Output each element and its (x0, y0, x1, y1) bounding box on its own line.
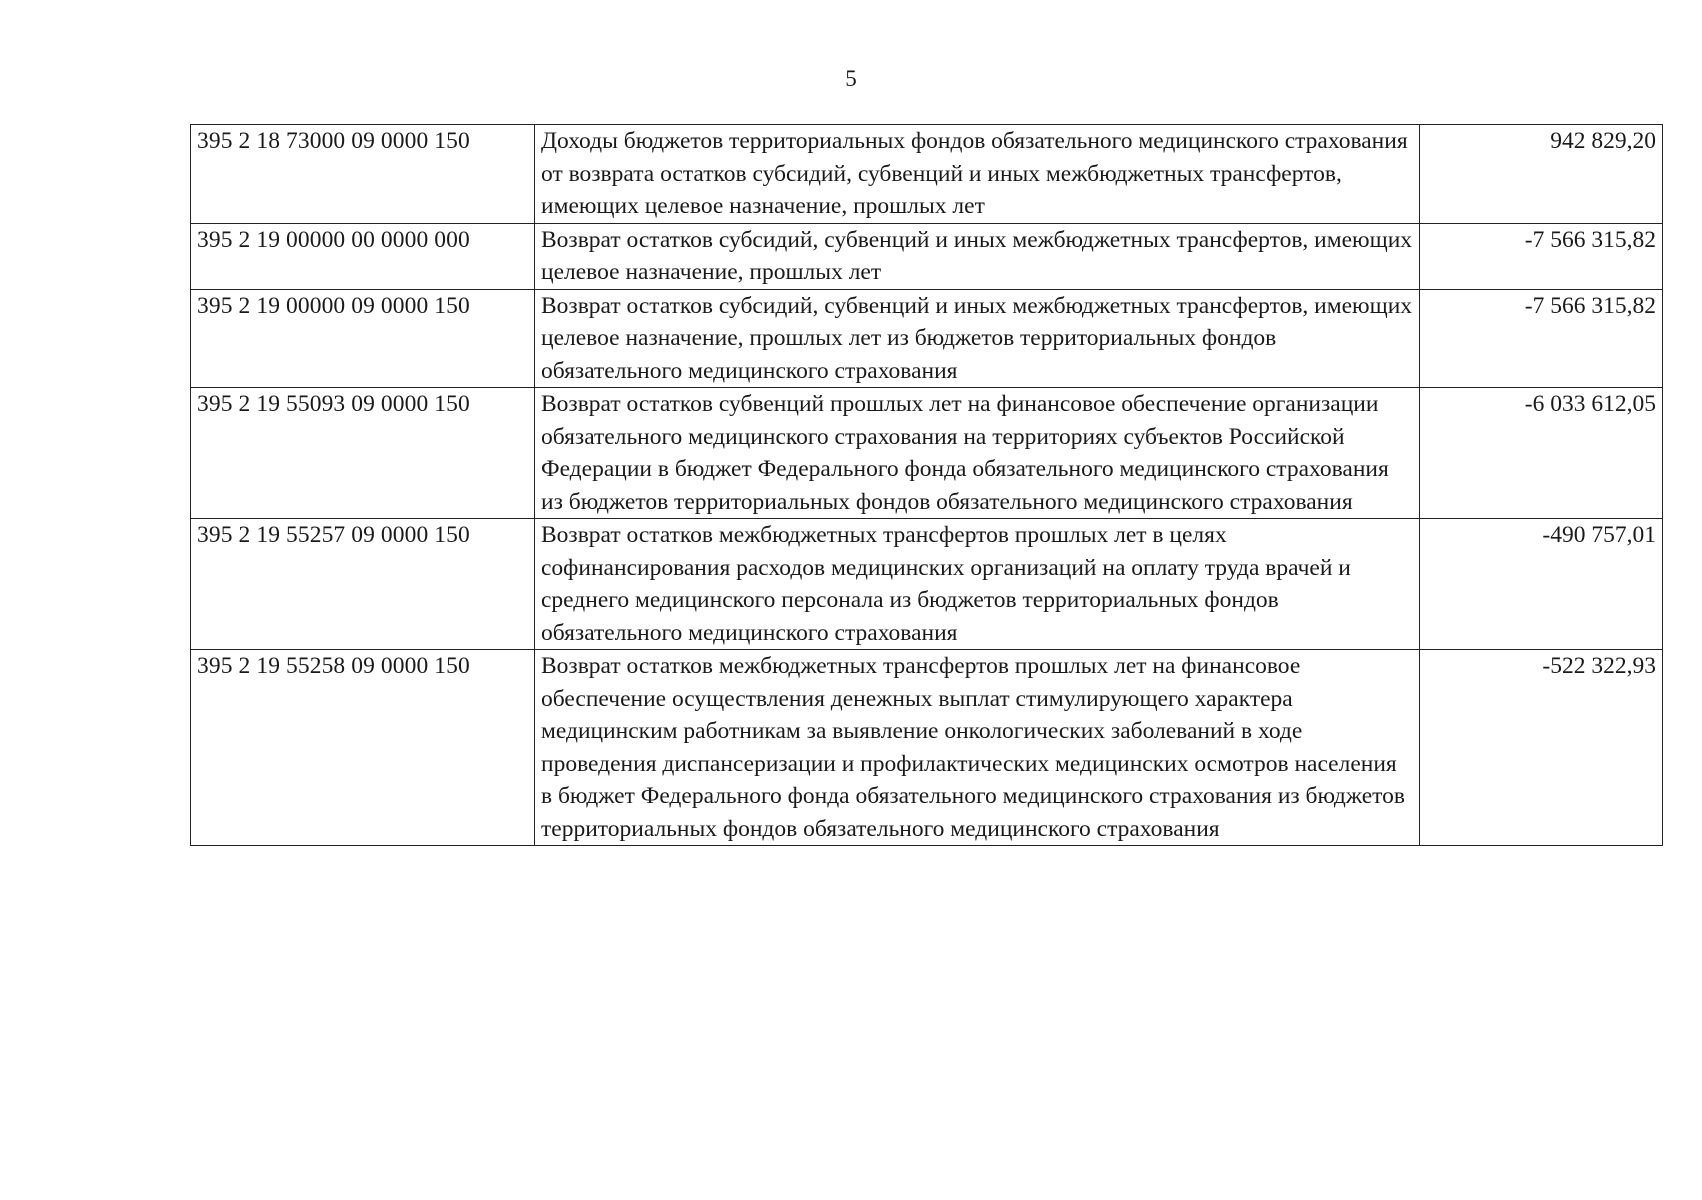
table-row (191, 125, 1663, 224)
budget-code-cell: 395 2 19 55257 09 0000 150 (191, 519, 535, 650)
amount-cell: -6 033 612,05 (1420, 388, 1663, 519)
description-cell: Возврат остатков межбюджетных трансфертов прошлых лет на финансовое обеспечение осуществления денежных выплат стимулирующего характера медицинским работникам за выявление онкологических заболеваний в ходе проведения диспансеризации и профилактических медицинских осмотров населения в бюджет Федерального фонда обязательного медицинского страхования из бюджетов территориальных фондов обязательного медицинского страхования (535, 650, 1420, 846)
budget-code-cell: 395 2 19 55093 09 0000 150 (191, 388, 535, 519)
description-cell: Возврат остатков субсидий, субвенций и иных межбюджетных трансфертов, имеющих целевое назначение, прошлых лет (535, 223, 1420, 289)
amount-cell: -7 566 315,82 (1420, 223, 1663, 289)
description-cell: Возврат остатков субвенций прошлых лет на финансовое обеспечение организации обязательного медицинского страхования на территориях субъектов Российской Федерации в бюджет Федерального фонда обязательного медицинского страхования из бюджетов территориальных фондов обязательного медицинского страхования (535, 388, 1420, 519)
table-row (191, 388, 1663, 519)
amount-cell: -7 566 315,82 (1420, 289, 1663, 388)
description-cell: Доходы бюджетов территориальных фондов обязательного медицинского страхования от возврата остатков субсидий, субвенций и иных межбюджетных трансфертов, имеющих целевое назначение, прошлых лет (535, 125, 1420, 224)
amount-cell: -522 322,93 (1420, 650, 1663, 846)
table-row (191, 289, 1663, 388)
budget-code-cell: 395 2 19 00000 09 0000 150 (191, 289, 535, 388)
page-number: 5 (845, 66, 857, 91)
table-row (191, 650, 1663, 846)
description-cell: Возврат остатков субсидий, субвенций и иных межбюджетных трансфертов, имеющих целевое назначение, прошлых лет из бюджетов территориальных фондов обязательного медицинского страхования (535, 289, 1420, 388)
table-row (191, 223, 1663, 289)
amount-cell: 942 829,20 (1420, 125, 1663, 224)
table-row (191, 519, 1663, 650)
description-cell: Возврат остатков межбюджетных трансфертов прошлых лет в целях софинансирования расходов медицинских организаций на оплату труда врачей и среднего медицинского персонала из бюджетов территориальных фондов обязательного медицинского страхования (535, 519, 1420, 650)
budget-code-cell: 395 2 19 55258 09 0000 150 (191, 650, 535, 846)
budget-revenue-table (190, 124, 1663, 846)
budget-code-cell: 395 2 19 00000 00 0000 000 (191, 223, 535, 289)
amount-cell: -490 757,01 (1420, 519, 1663, 650)
budget-code-cell: 395 2 18 73000 09 0000 150 (191, 125, 535, 224)
